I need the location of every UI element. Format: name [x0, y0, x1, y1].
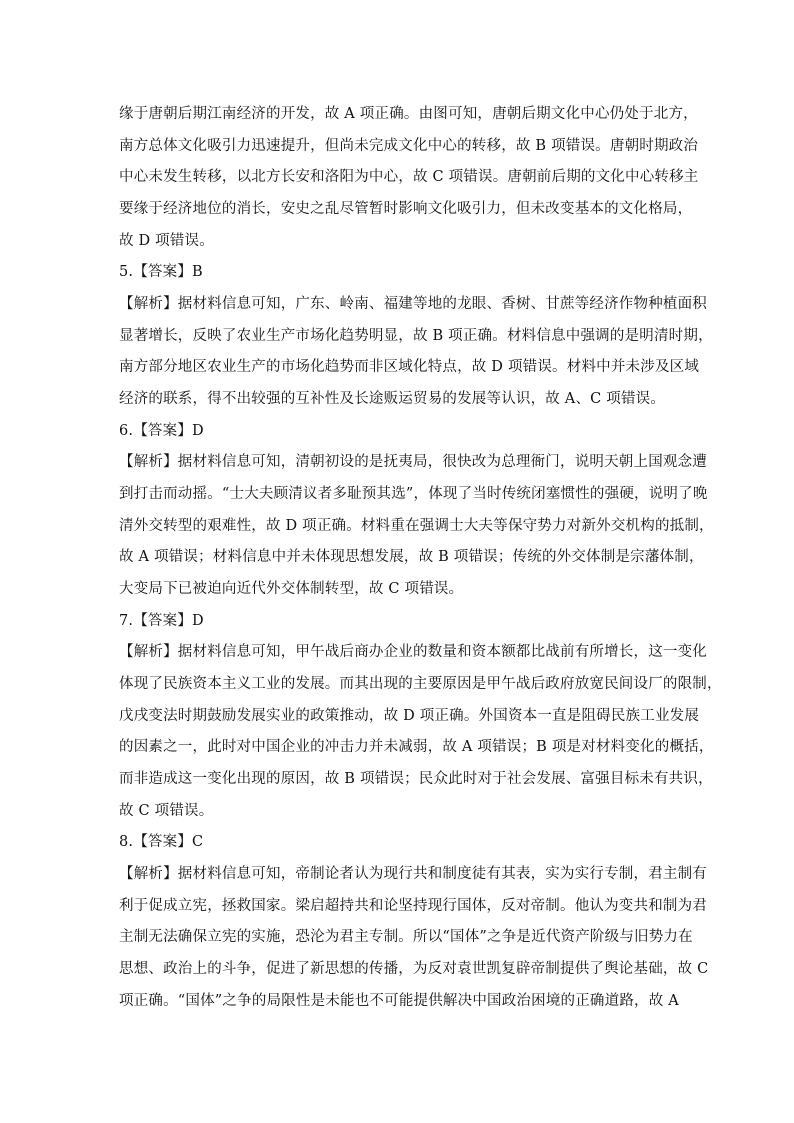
- text-line: 故 A 项错误；材料信息中并未体现思想发展，故 B 项错误；传统的外交体制是宗藩体制，: [119, 549, 704, 565]
- answer-heading-8: 8.【答案】C: [119, 834, 204, 850]
- answer-heading-5: 5.【答案】B: [119, 264, 203, 280]
- answer-heading-7: 7.【答案】D: [119, 613, 204, 629]
- text-line: 南方总体文化吸引力迅速提升，但尚未完成文化中心的转移，故 B 项错误。唐朝时期政治: [119, 138, 699, 154]
- text-line: 【解析】据材料信息可知，帝制论者认为现行共和制度徒有其表，实为实行专制，君主制有: [119, 866, 707, 882]
- text-line: 缘于唐朝后期江南经济的开发，故 A 项正确。由图可知，唐朝后期文化中心仍处于北方，: [119, 106, 698, 122]
- text-line: 要缘于经济地位的消长，安史之乱尽管暂时影响文化吸引力，但未改变基本的文化格局，: [119, 201, 693, 217]
- text-line: 戊戌变法时期鼓励发展实业的政策推动，故 D 项正确。外国资本一直是阻碍民族工业发展: [119, 708, 700, 724]
- text-line: 清外交转型的艰难性，故 D 项正确。材料重在强调士大夫等保守势力对新外交机构的抵制，: [119, 518, 714, 534]
- text-line: 南方部分地区农业生产的市场化趋势而非区域化特点，故 D 项错误。材料中并未涉及区域: [119, 359, 700, 375]
- text-line: 利于促成立宪，拯救国家。梁启超持共和论坚持现行国体，反对帝制。他认为变共和制为君: [119, 898, 707, 914]
- text-line: 【解析】据材料信息可知，清朝初设的是抚夷局，很快改为总理衙门，说明天朝上国观念遭: [119, 454, 707, 470]
- text-line: 经济的联系，得不出较强的互补性及长途贩运贸易的发展等认识，故 A、C 项错误。: [119, 391, 666, 407]
- text-line: 主制无法确保立宪的实施，恐沦为君主专制。所以“国体”之争是近代资产阶级与旧势力在: [119, 929, 693, 945]
- text-line: 【解析】据材料信息可知，广东、岭南、福建等地的龙眼、香树、甘蔗等经济作物种植面积: [119, 296, 707, 312]
- text-line: 故 C 项错误。: [119, 803, 214, 819]
- text-line: 思想、政治上的斗争，促进了新思想的传播，为反对袁世凯复辟帝制提供了舆论基础，故 C: [119, 961, 709, 977]
- text-line: 的因素之一，此时对中国企业的冲击力并未减弱，故 A 项错误；B 项是对材料变化的概括，: [119, 739, 714, 755]
- answer-heading-6: 6.【答案】D: [119, 423, 204, 439]
- text-line: 项正确。“国体”之争的局限性是未能也不可能提供解决中国政治困境的正确道路，故 A: [119, 993, 679, 1009]
- text-line: 显著增长，反映了农业生产市场化趋势明显，故 B 项正确。材料信息中强调的是明清时期，: [119, 328, 713, 344]
- text-line: 【解析】据材料信息可知，甲午战后商办企业的数量和资本额都比战前有所增长，这一变化: [119, 644, 707, 660]
- text-line: 体现了民族资本主义工业的发展。而其出现的主要原因是甲午战后政府放宽民间设厂的限制，: [119, 676, 722, 692]
- text-line: 大变局下已被迫向近代外交体制转型，故 C 项错误。: [119, 581, 464, 597]
- text-line: 故 D 项错误。: [119, 233, 214, 249]
- text-line: 中心未发生转移，以北方长安和洛阳为中心，故 C 项错误。唐朝前后期的文化中心转移主: [119, 169, 699, 185]
- text-line: 而非造成这一变化出现的原因，故 B 项错误；民众此时对于社会发展、富强目标未有共识，: [119, 771, 713, 787]
- text-line: 到打击而动摇。“士大夫顾清议者多耻预其选”，体现了当时传统闭塞惯性的强硬，说明了晚: [119, 486, 708, 502]
